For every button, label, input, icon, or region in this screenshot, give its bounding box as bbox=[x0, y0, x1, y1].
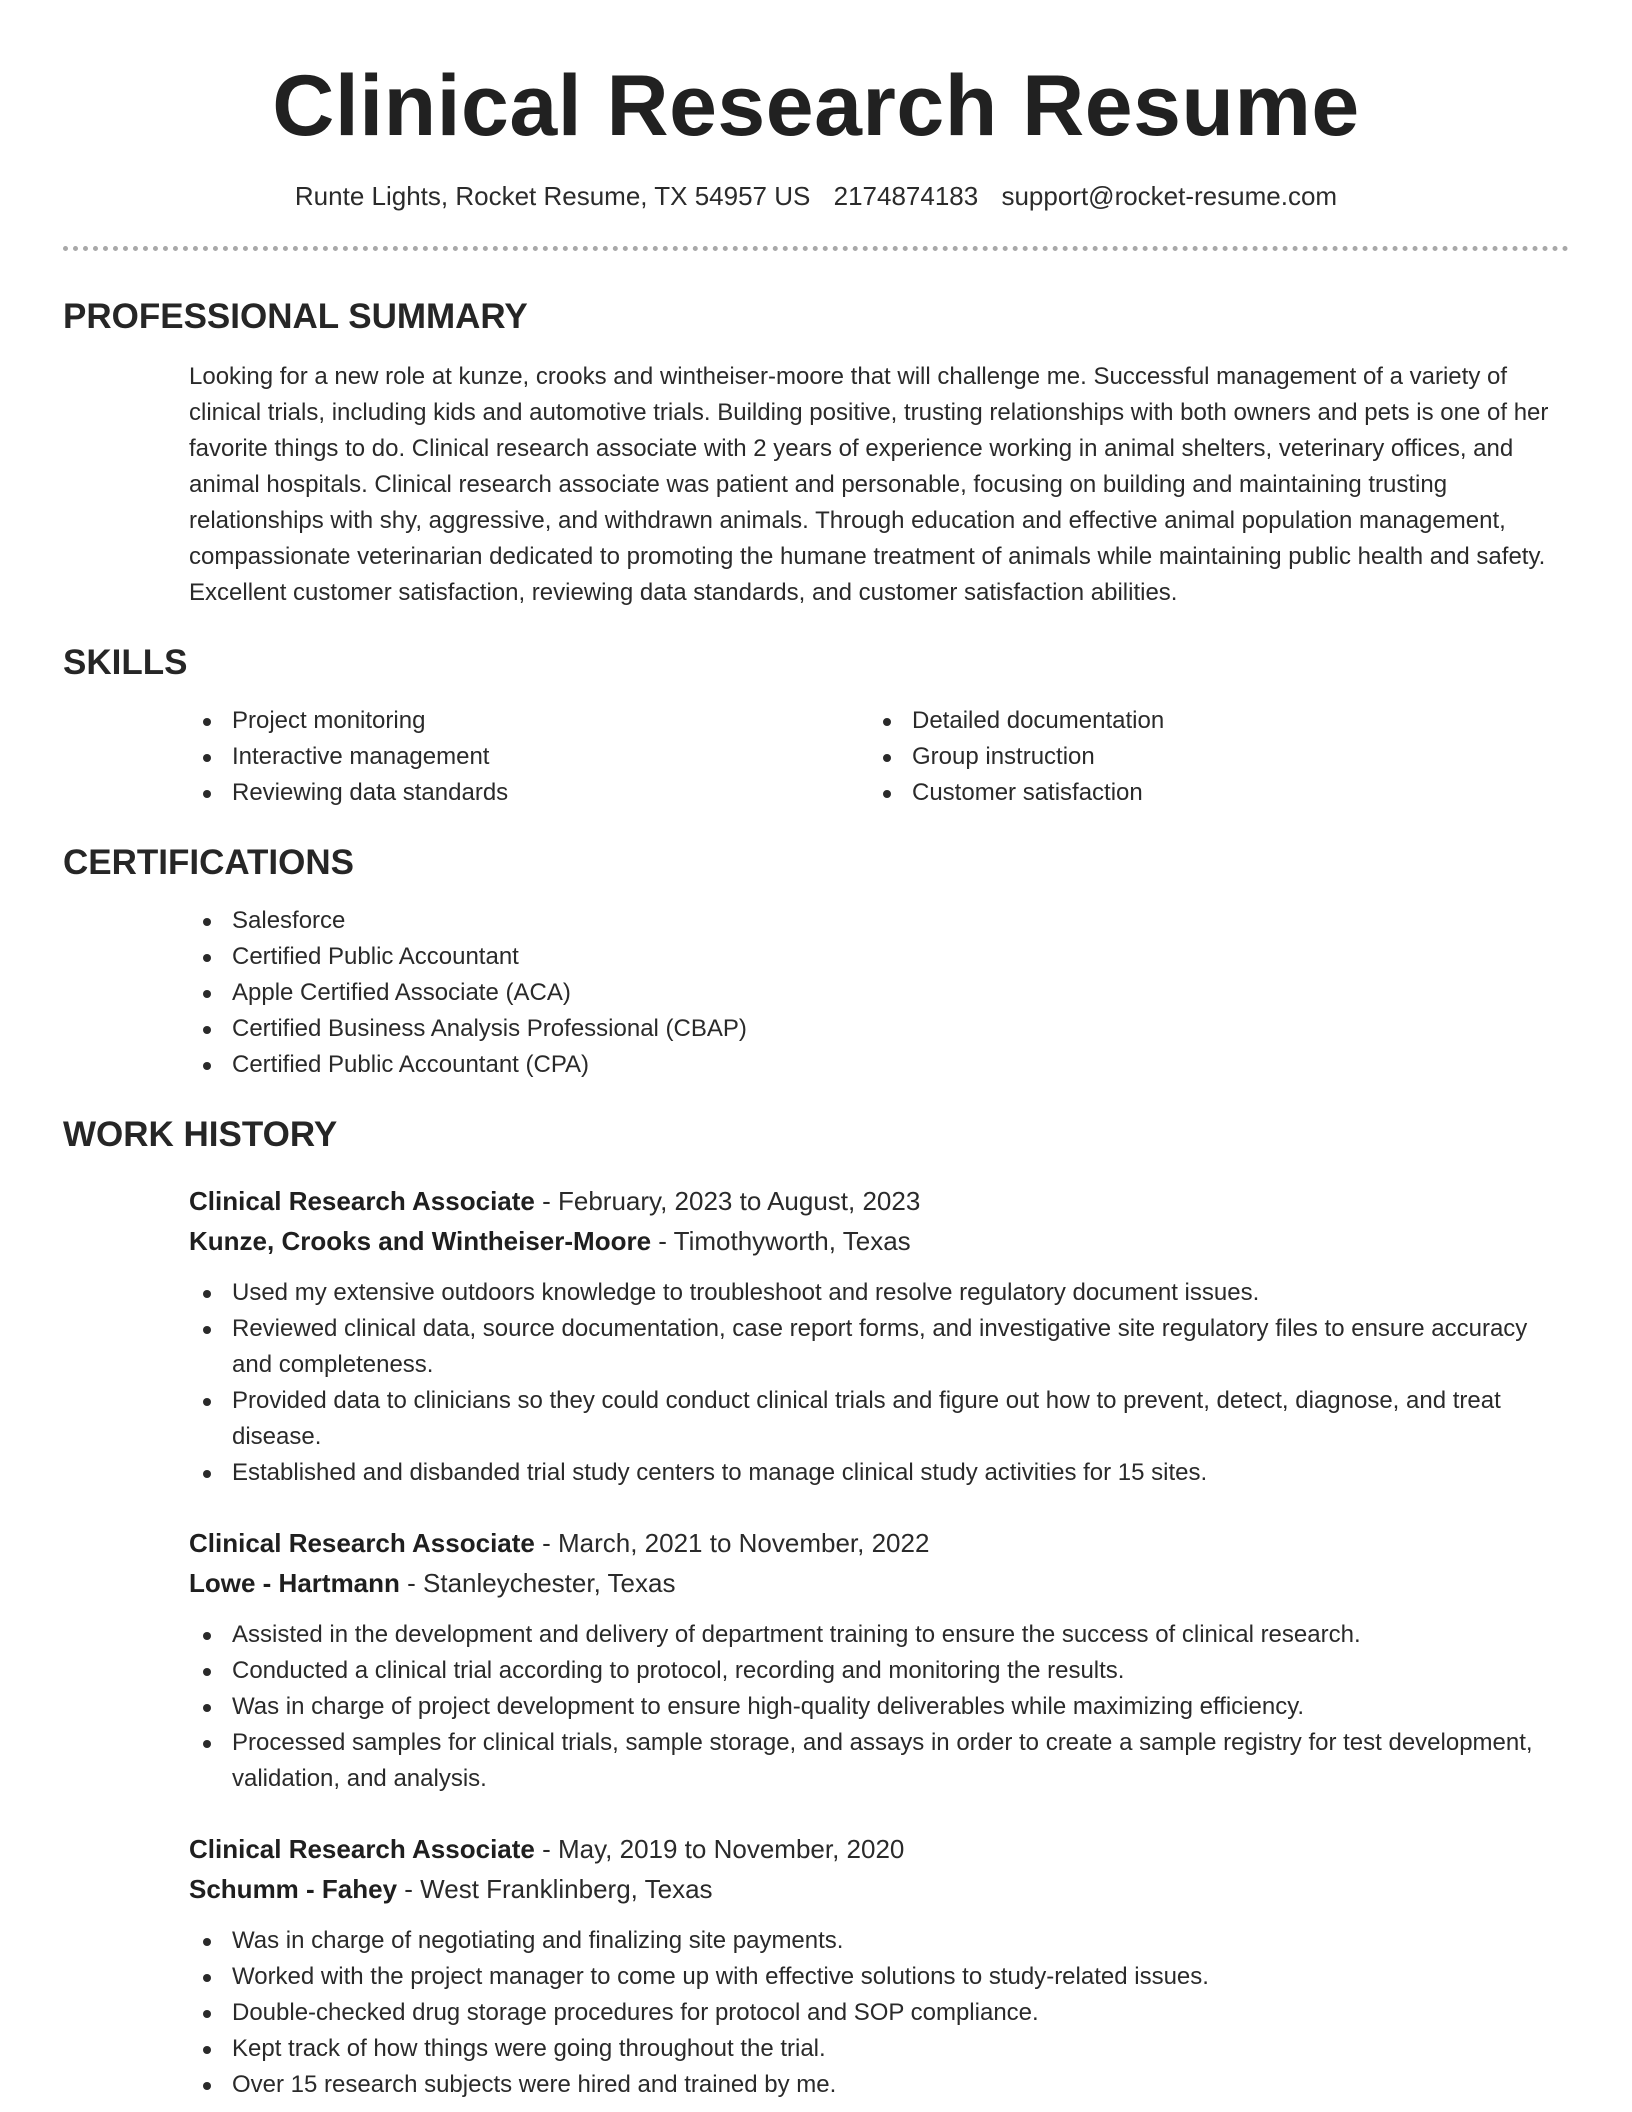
certifications-list bbox=[189, 903, 1569, 1083]
certification-item: Certified Business Analysis Professional (CBAP) bbox=[189, 1011, 1569, 1047]
job-bullet: Was in charge of project development to ensure high-quality deliverables while maximizing efficiency. bbox=[189, 1689, 1569, 1725]
job-bullet: Provided data to clinicians so they could conduct clinical trials and figure out how to prevent, detect, diagnose, and treat disease. bbox=[189, 1383, 1569, 1455]
job-company: Kunze, Crooks and Wintheiser-Moore bbox=[189, 1226, 652, 1256]
job-dates: - March, 2021 to November, 2022 bbox=[534, 1528, 930, 1558]
job-bullet: Reviewed clinical data, source documentation, case report forms, and investigative site regulatory files to ensure accuracy and completeness. bbox=[189, 1311, 1569, 1383]
contact-email: support@rocket-resume.com bbox=[1001, 181, 1338, 211]
job-title-line bbox=[189, 1523, 1569, 1563]
job-bullet: Conducted a clinical trial according to protocol, recording and monitoring the results. bbox=[189, 1653, 1569, 1689]
certification-item: Certified Public Accountant bbox=[189, 939, 1569, 975]
skill-item: Reviewing data standards bbox=[189, 775, 869, 811]
job-bullets bbox=[189, 1923, 1569, 2103]
job-bullets bbox=[189, 1275, 1569, 1491]
skills-list-left bbox=[189, 703, 869, 811]
job-title: Clinical Research Associate bbox=[189, 1528, 535, 1558]
certification-item: Salesforce bbox=[189, 903, 1569, 939]
summary-text: Looking for a new role at kunze, crooks and wintheiser-moore that will challenge me. Successful management of a variety of clinical trials, including kids and automotive trials. Building positive, trusting relationships with both owners and pets is one of her favorite things to do. Clinical research associate with 2 years of experience working in animal shelters, veterinary offices, and animal hospitals. Clinical research associate was patient and personable, focusing on building and maintaining trusting relationships with shy, aggressive, and withdrawn animals. Through education and effective animal population management, compassionate veterinarian dedicated to promoting the humane treatment of animals while maintaining public health and safety. Excellent customer satisfaction, reviewing data standards, and customer satisfaction abilities. bbox=[189, 363, 1549, 606]
job-entry bbox=[189, 1829, 1569, 2103]
job-dates: - May, 2019 to November, 2020 bbox=[534, 1834, 905, 1864]
resume-title: Clinical Research Resume bbox=[272, 58, 1360, 154]
certifications-section bbox=[63, 841, 1569, 1083]
job-bullet: Double-checked drug storage procedures for protocol and SOP compliance. bbox=[189, 1995, 1569, 2031]
certifications-heading: CERTIFICATIONS bbox=[63, 843, 355, 882]
header-divider bbox=[63, 246, 1569, 251]
job-title-line bbox=[189, 1181, 1569, 1221]
job-bullet: Processed samples for clinical trials, sample storage, and assays in order to create a sample registry for test development, validation, and analysis. bbox=[189, 1725, 1569, 1797]
job-company-line bbox=[189, 1221, 1569, 1261]
job-dates: - February, 2023 to August, 2023 bbox=[534, 1186, 921, 1216]
contact-address: Runte Lights, Rocket Resume, TX 54957 US bbox=[294, 181, 811, 211]
skill-item: Detailed documentation bbox=[869, 703, 1549, 739]
job-bullet: Established and disbanded trial study centers to manage clinical study activities for 15 sites. bbox=[189, 1455, 1569, 1491]
job-title: Clinical Research Associate bbox=[189, 1186, 535, 1216]
certification-item: Certified Public Accountant (CPA) bbox=[189, 1047, 1569, 1083]
contact-line bbox=[63, 178, 1569, 214]
skills-list-right bbox=[869, 703, 1549, 811]
job-bullet: Kept track of how things were going throughout the trial. bbox=[189, 2031, 1569, 2067]
job-bullet: Over 15 research subjects were hired and trained by me. bbox=[189, 2067, 1569, 2103]
job-location: - Timothyworth, Texas bbox=[651, 1226, 911, 1256]
job-company-line bbox=[189, 1563, 1569, 1603]
contact-phone: 2174874183 bbox=[833, 181, 979, 211]
certification-item: Apple Certified Associate (ACA) bbox=[189, 975, 1569, 1011]
skill-item: Customer satisfaction bbox=[869, 775, 1549, 811]
summary-section bbox=[63, 295, 1569, 611]
summary-heading: PROFESSIONAL SUMMARY bbox=[63, 297, 528, 336]
job-bullet: Assisted in the development and delivery of department training to ensure the success of clinical research. bbox=[189, 1617, 1569, 1653]
job-company: Lowe - Hartmann bbox=[189, 1568, 400, 1598]
job-title: Clinical Research Associate bbox=[189, 1834, 535, 1864]
job-bullet: Was in charge of negotiating and finalizing site payments. bbox=[189, 1923, 1569, 1959]
job-bullet: Used my extensive outdoors knowledge to troubleshoot and resolve regulatory document issues. bbox=[189, 1275, 1569, 1311]
skill-item: Project monitoring bbox=[189, 703, 869, 739]
work-history-section bbox=[63, 1113, 1569, 2103]
skills-section bbox=[63, 641, 1569, 811]
job-company: Schumm - Fahey bbox=[189, 1874, 398, 1904]
skill-item: Interactive management bbox=[189, 739, 869, 775]
job-location: - West Franklinberg, Texas bbox=[397, 1874, 713, 1904]
job-location: - Stanleychester, Texas bbox=[399, 1568, 676, 1598]
skills-heading: SKILLS bbox=[63, 643, 188, 682]
job-entry bbox=[189, 1181, 1569, 1491]
skills-grid bbox=[189, 703, 1569, 811]
work-history-heading: WORK HISTORY bbox=[63, 1115, 338, 1154]
job-bullet: Worked with the project manager to come up with effective solutions to study-related issues. bbox=[189, 1959, 1569, 1995]
skill-item: Group instruction bbox=[869, 739, 1549, 775]
job-bullets bbox=[189, 1617, 1569, 1797]
job-title-line bbox=[189, 1829, 1569, 1869]
job-company-line bbox=[189, 1869, 1569, 1909]
job-entry bbox=[189, 1523, 1569, 1797]
